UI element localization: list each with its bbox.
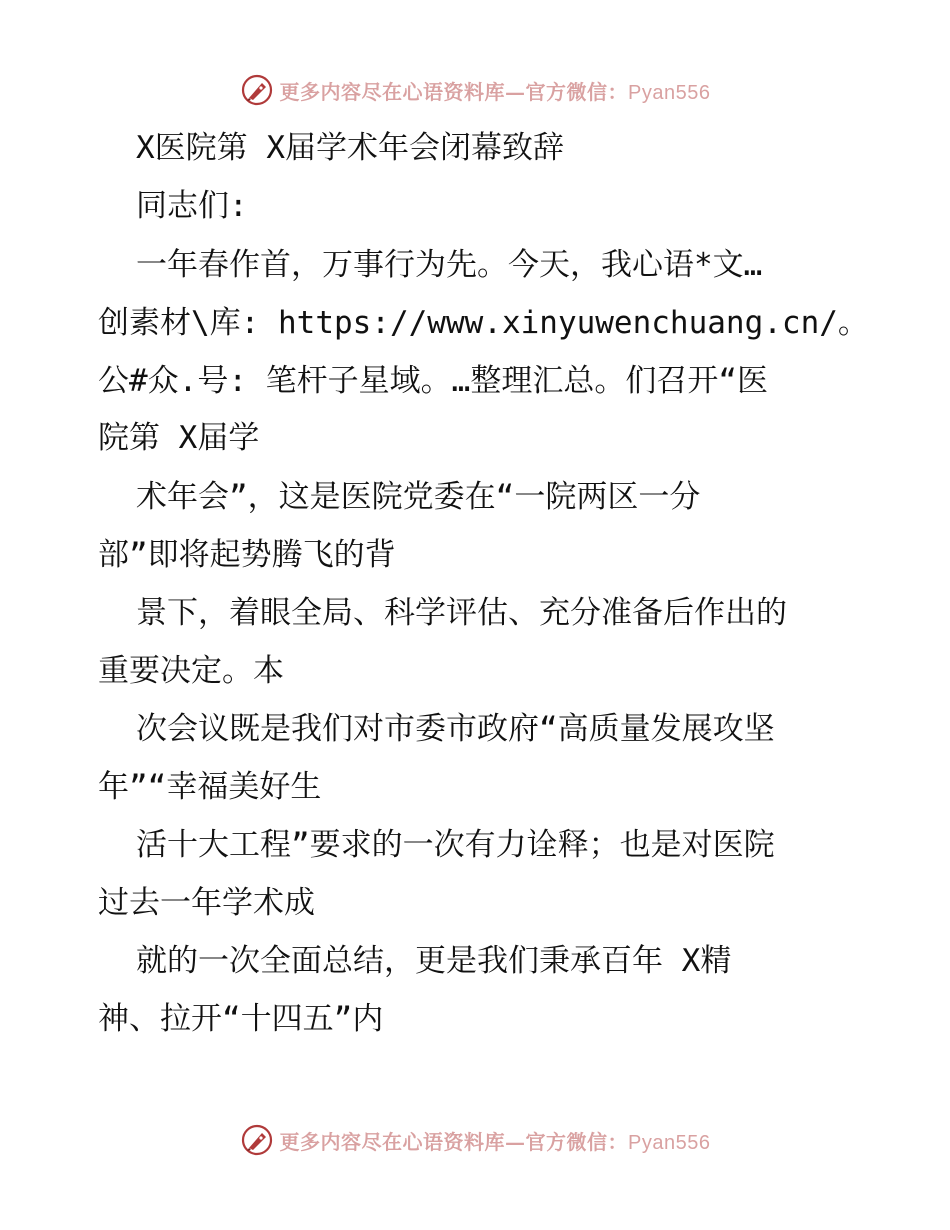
paragraph-line: 公#众.号: 笔杆子星域。…整理汇总。们召开“医 xyxy=(98,363,768,399)
watermark-text: 更多内容尽在心语资料库—官方微信：Pyan556 xyxy=(279,1129,711,1154)
footer-watermark xyxy=(0,1120,950,1160)
watermark-text: 更多内容尽在心语资料库—官方微信：Pyan556 xyxy=(279,79,711,104)
paragraph-line: 部”即将起势腾飞的背 xyxy=(98,537,396,573)
pen-nib-logo-icon xyxy=(240,1123,274,1157)
paragraph-line: 活十大工程”要求的一次有力诠释；也是对医院 xyxy=(136,827,775,863)
paragraph-line: 创素材\库: https://www.xinyuwenchuang.cn/。 xyxy=(98,305,869,341)
paragraph-line: 重要决定。本 xyxy=(98,653,284,689)
paragraph-line: 次会议既是我们对市委市政府“高质量发展攻坚 xyxy=(136,711,775,747)
paragraph-line: 景下，着眼全局、科学评估、充分准备后作出的 xyxy=(136,595,787,631)
pen-nib-logo-icon xyxy=(240,73,274,107)
paragraph-line: 一年春作首，万事行为先。今天，我心语*文… xyxy=(136,247,763,283)
salutation: 同志们: xyxy=(136,188,248,224)
header-watermark xyxy=(0,70,950,110)
paragraph-line: 术年会”，这是医院党委在“一院两区一分 xyxy=(136,479,701,515)
paragraph-line: 就的一次全面总结，更是我们秉承百年 X精 xyxy=(136,943,732,979)
paragraph-line: 院第 X届学 xyxy=(98,420,260,456)
document-title: X医院第 X届学术年会闭幕致辞 xyxy=(136,130,564,166)
paragraph-line: 过去一年学术成 xyxy=(98,885,315,921)
paragraph-line: 年”“幸福美好生 xyxy=(98,769,322,805)
paragraph-line: 神、拉开“十四五”内 xyxy=(98,1001,384,1037)
